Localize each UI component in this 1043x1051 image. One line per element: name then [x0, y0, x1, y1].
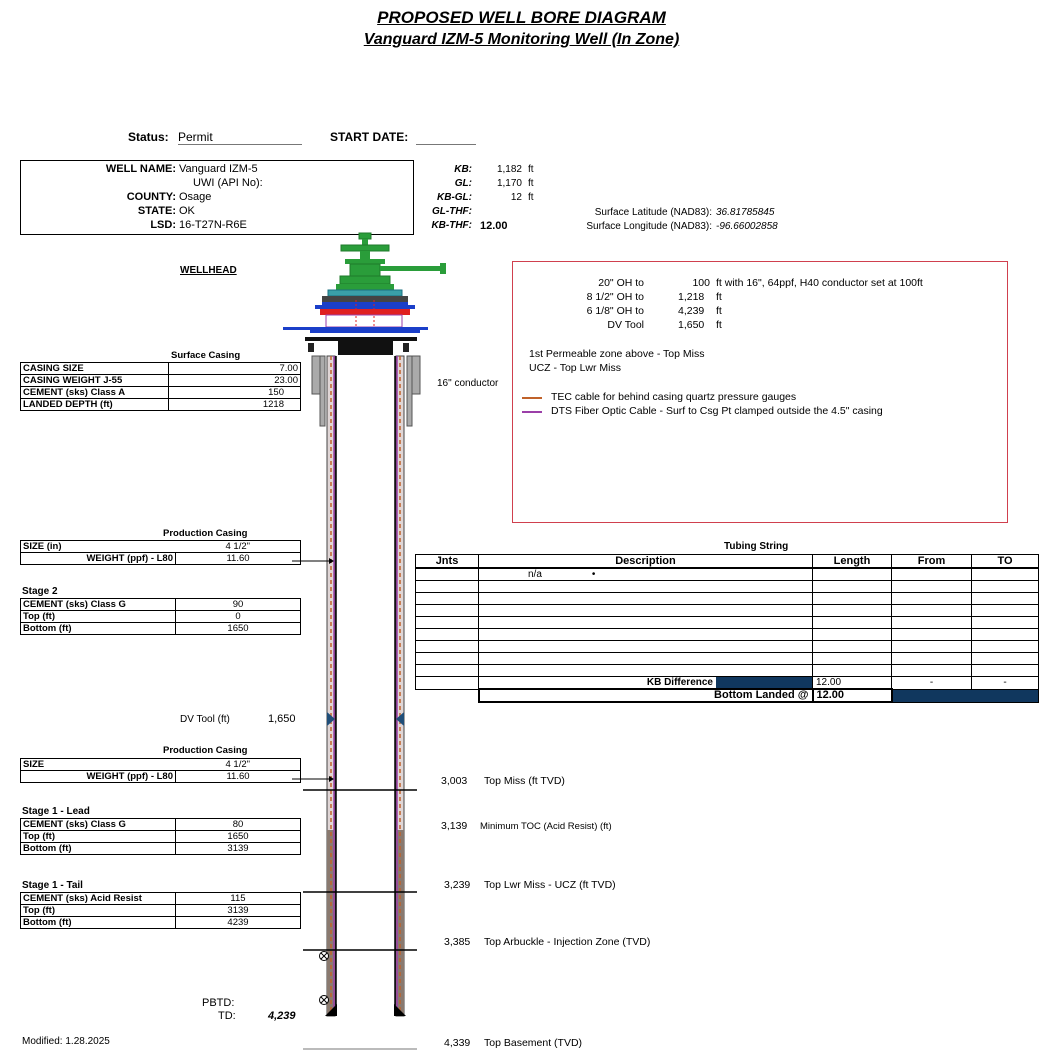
kb-label: KB: — [454, 164, 472, 175]
zone-note-2: UCZ - Top Lwr Miss — [529, 362, 621, 374]
kb-difference-from: - — [892, 677, 972, 690]
formation-1-name: Top Miss (ft TVD) — [484, 775, 565, 787]
kb-difference-to: - — [972, 677, 1039, 690]
uwi-label: UWI (API No): — [193, 177, 263, 189]
hole-2-size: 8 1/2" OH to — [586, 291, 644, 303]
formation-5-name: Top Basement (TVD) — [484, 1037, 583, 1049]
tubing-col-length: Length — [813, 555, 892, 569]
stage-1-lead-header: Stage 1 - Lead — [22, 806, 90, 817]
st2-top-label: Top (ft) — [21, 611, 176, 623]
longitude-value: -96.66002858 — [716, 221, 778, 232]
formation-4-depth: 3,385 — [444, 936, 471, 948]
dv-tool-note-depth: 1,650 — [678, 319, 705, 331]
stage-2-header: Stage 2 — [22, 586, 58, 597]
tubing-col-to: TO — [972, 555, 1039, 569]
modified-date: Modified: 1.28.2025 — [22, 1036, 110, 1047]
kb-difference-label: KB Difference — [646, 677, 713, 688]
tubing-desc-value: n/a — [528, 569, 542, 580]
sc-depth-value: 1218 — [168, 399, 300, 411]
well-name-label: WELL NAME: — [105, 163, 176, 175]
st1l-cement-value: 80 — [176, 819, 301, 831]
longitude-label: Surface Longitude (NAD83): — [586, 221, 712, 232]
gl-value: 1,170 — [496, 178, 522, 189]
st2-cement-label: CEMENT (sks) Class G — [21, 599, 176, 611]
formation-2-name: Minimum TOC (Acid Resist) (ft) — [480, 821, 612, 832]
pc1-weight-value: 11.60 — [176, 553, 301, 565]
sc-cement-value: 150 — [168, 387, 300, 399]
formation-1-depth: 3,003 — [441, 775, 468, 787]
conductor-label: 16" conductor — [437, 378, 499, 389]
latitude-label: Surface Latitude (NAD83): — [594, 207, 712, 218]
dts-legend-label: DTS Fiber Optic Cable - Surf to Csg Pt clamped outside the 4.5" casing — [551, 405, 883, 417]
sc-cement-label: CEMENT (sks) Class A — [21, 387, 169, 399]
hole-1-desc: ft with 16", 64ppf, H40 conductor set at 100ft — [716, 277, 923, 289]
hole-3-desc: ft — [716, 305, 722, 317]
sc-size-label: CASING SIZE — [21, 363, 169, 375]
st1l-top-label: Top (ft) — [21, 831, 176, 843]
stage-1-tail-header: Stage 1 - Tail — [22, 880, 83, 891]
hole-3-size: 6 1/8" OH to — [586, 305, 644, 317]
hole-3-depth: 4,239 — [678, 305, 705, 317]
sc-size-value: 7.00 — [168, 363, 300, 375]
formation-5-depth: 4,339 — [444, 1037, 471, 1049]
kb-difference-length: 12.00 — [813, 677, 892, 690]
td-label: TD: — [218, 1010, 236, 1022]
hole-1-size: 20" OH to — [598, 277, 644, 289]
kbgl-label: KB-GL: — [437, 192, 472, 203]
kbthf-label: KB-THF: — [431, 220, 472, 231]
st2-bottom-value: 1650 — [176, 623, 301, 635]
pc2-weight-label: WEIGHT (ppf) - L80 — [21, 771, 176, 783]
well-name-value: Vanguard IZM-5 — [179, 163, 258, 175]
hole-2-depth: 1,218 — [678, 291, 705, 303]
bottom-landed-label: Bottom Landed @ — [479, 689, 813, 702]
st1t-top-value: 3139 — [176, 905, 301, 917]
lsd-label: LSD: — [150, 219, 176, 231]
kbgl-value: 12 — [510, 192, 522, 203]
kbgl-unit: ft — [528, 192, 534, 203]
page-subtitle: Vanguard IZM-5 Monitoring Well (In Zone) — [363, 31, 680, 48]
tubing-col-jnts: Jnts — [416, 555, 479, 569]
st2-bottom-label: Bottom (ft) — [21, 623, 176, 635]
gl-unit: ft — [528, 178, 534, 189]
tubing-col-from: From — [892, 555, 972, 569]
hole-1-depth: 100 — [692, 277, 710, 289]
sc-weight-value: 23.00 — [168, 375, 300, 387]
pc2-size-value: 4 1/2" — [176, 759, 301, 771]
kb-unit: ft — [528, 164, 534, 175]
st1l-top-value: 1650 — [176, 831, 301, 843]
dv-tool-value: 1,650 — [268, 713, 296, 725]
st1l-bottom-label: Bottom (ft) — [21, 843, 176, 855]
dv-tool-note-desc: ft — [716, 319, 722, 331]
sc-weight-label: CASING WEIGHT J-55 — [21, 375, 169, 387]
pc1-weight-label: WEIGHT (ppf) - L80 — [21, 553, 176, 565]
pc2-weight-value: 11.60 — [176, 771, 301, 783]
pc2-size-label: SIZE — [21, 759, 176, 771]
formation-3-depth: 3,239 — [444, 879, 471, 891]
bottom-landed-value: 12.00 — [813, 689, 892, 702]
glthf-label: GL-THF: — [432, 206, 472, 217]
st1l-bottom-value: 3139 — [176, 843, 301, 855]
st1t-bottom-label: Bottom (ft) — [21, 917, 176, 929]
status-value: Permit — [178, 130, 302, 145]
tubing-col-description: Description — [479, 555, 813, 569]
gl-label: GL: — [454, 178, 472, 189]
formation-2-depth: 3,139 — [441, 820, 468, 832]
wellhead-label: WELLHEAD — [180, 265, 237, 276]
state-value: OK — [179, 205, 195, 217]
pc1-size-label: SIZE (in) — [21, 541, 176, 553]
tubing-title: Tubing String — [724, 541, 789, 552]
tec-legend-label: TEC cable for behind casing quartz pressure gauges — [551, 391, 797, 403]
tubing-desc-bullet: • — [591, 569, 596, 580]
pc1-size-value: 4 1/2" — [176, 541, 301, 553]
dv-tool-note-label: DV Tool — [607, 319, 644, 331]
td-value: 4,239 — [268, 1010, 296, 1022]
zone-note-1: 1st Permeable zone above - Top Miss — [529, 348, 705, 360]
dv-tool-label: DV Tool (ft) — [180, 714, 230, 725]
st2-cement-value: 90 — [176, 599, 301, 611]
surface-casing-header: Surface Casing — [171, 350, 241, 361]
county-value: Osage — [179, 191, 212, 203]
formation-4-name: Top Arbuckle - Injection Zone (TVD) — [484, 936, 651, 948]
st1t-bottom-value: 4239 — [176, 917, 301, 929]
st1l-cement-label: CEMENT (sks) Class G — [21, 819, 176, 831]
prod-casing-2-header: Production Casing — [163, 745, 248, 756]
kbthf-value: 12.00 — [480, 220, 508, 232]
start-date-label: START DATE: — [330, 130, 409, 144]
kb-value: 1,182 — [496, 164, 522, 175]
pbtd-label: PBTD: — [202, 997, 235, 1009]
wellhead-icon — [283, 233, 446, 355]
latitude-value: 36.81785845 — [716, 207, 775, 218]
formation-3-name: Top Lwr Miss - UCZ (ft TVD) — [484, 879, 616, 891]
st1t-cement-value: 115 — [176, 893, 301, 905]
status-label: Status: — [128, 130, 169, 144]
state-label: STATE: — [137, 205, 176, 217]
hole-2-desc: ft — [716, 291, 722, 303]
page-title: PROPOSED WELL BORE DIAGRAM — [377, 8, 666, 27]
county-label: COUNTY: — [126, 191, 176, 203]
st1t-cement-label: CEMENT (sks) Acid Resist — [21, 893, 176, 905]
st2-top-value: 0 — [176, 611, 301, 623]
st1t-top-label: Top (ft) — [21, 905, 176, 917]
prod-casing-1-header: Production Casing — [163, 528, 248, 539]
lsd-value: 16-T27N-R6E — [179, 219, 247, 231]
sc-depth-label: LANDED DEPTH (ft) — [21, 399, 169, 411]
